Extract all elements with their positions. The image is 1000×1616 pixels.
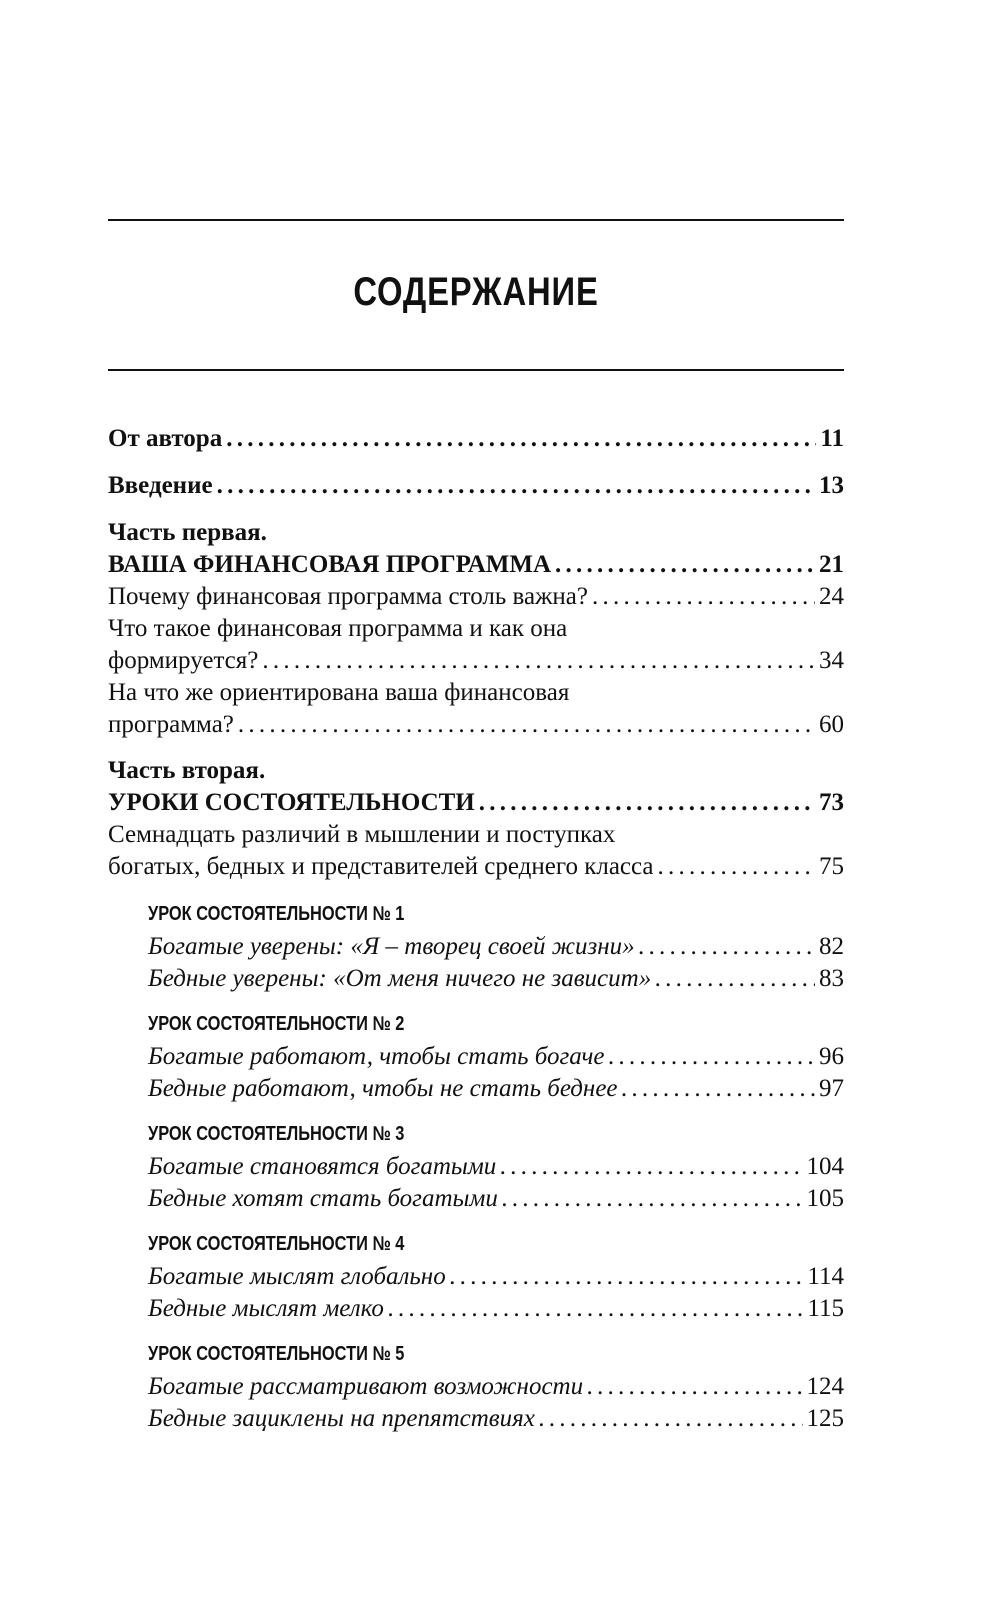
leader-dots: [539, 1404, 803, 1434]
toc-entry-title: Бедные зациклены на препятствиях: [148, 1405, 535, 1432]
toc-page-number: 105: [806, 1185, 844, 1212]
lesson-heading-3: УРОК СОСТОЯТЕЛЬНОСТИ № 3: [148, 1123, 405, 1145]
toc-page-number: 11: [820, 425, 844, 452]
leader-dots: [639, 932, 815, 962]
leader-dots: [587, 1372, 802, 1402]
leader-dots: [388, 1294, 803, 1324]
lesson-heading-5: УРОК СОСТОЯТЕЛЬНОСТИ № 5: [148, 1343, 405, 1365]
toc-page-number: 97: [819, 1075, 844, 1102]
toc-entry-title: ВАША ФИНАНСОВАЯ ПРОГРАММА: [108, 551, 552, 578]
leader-dots: [592, 582, 815, 612]
leader-dots: [262, 646, 815, 676]
leader-dots: [450, 1262, 804, 1292]
toc-entry-title: Бедные хотят стать богатыми: [148, 1185, 498, 1212]
toc-entry-line: Семнадцать различий в мышлении и поступках: [108, 821, 616, 848]
toc-entry-title: Богатые уверены: «Я – творец своей жизни»: [148, 933, 635, 960]
toc-page-number: 125: [806, 1405, 844, 1432]
toc-entry-title: формируется?: [108, 647, 259, 674]
toc-entry-author[interactable]: [108, 424, 844, 454]
leader-dots: [608, 1042, 815, 1072]
toc-page-number: 21: [819, 551, 844, 578]
toc-entry[interactable]: [148, 1404, 844, 1434]
leader-dots: [217, 471, 815, 501]
toc-entry-title: Богатые мыслят глобально: [148, 1263, 446, 1290]
toc-entry-line: На что же ориентирована ваша финансовая: [108, 679, 570, 706]
toc-entry-title: Бедные уверены: «От меня ничего не зависит»: [148, 965, 652, 992]
toc-entry-title: УРОКИ СОСТОЯТЕЛЬНОСТИ: [108, 789, 475, 816]
toc-entry[interactable]: [148, 1372, 844, 1402]
toc-page-number: 34: [819, 647, 844, 674]
toc-entry[interactable]: [148, 1184, 844, 1214]
toc-entry-title: Введение: [108, 472, 213, 499]
toc-entry[interactable]: [148, 1294, 844, 1324]
toc-entry-part2-heading[interactable]: [108, 788, 844, 818]
toc-entry[interactable]: [108, 582, 844, 612]
lesson-heading-4: УРОК СОСТОЯТЕЛЬНОСТИ № 4: [148, 1233, 405, 1255]
leader-dots: [238, 710, 815, 740]
toc-page-number: 75: [819, 853, 844, 880]
toc-entry[interactable]: [108, 646, 844, 676]
leader-dots: [479, 788, 815, 818]
toc-entry[interactable]: [148, 1262, 844, 1292]
leader-dots: [500, 1152, 802, 1182]
toc-entry-title: программа?: [108, 711, 234, 738]
leader-dots: [655, 964, 815, 994]
toc-entry[interactable]: [148, 1074, 844, 1104]
toc-entry-title: богатых, бедных и представителей среднего класса: [108, 853, 654, 880]
part2-label: Часть вторая.: [108, 757, 266, 784]
leader-dots: [502, 1184, 803, 1214]
toc-entry[interactable]: [108, 710, 844, 740]
toc-entry-title: Богатые рассматривают возможности: [148, 1373, 584, 1400]
leader-dots: [622, 1074, 815, 1104]
toc-page-number: 60: [819, 711, 844, 738]
toc-entry-title: Почему финансовая программа столь важна?: [108, 583, 588, 610]
toc-entry-line: Что такое финансовая программа и как она: [108, 615, 568, 642]
toc-page-number: 96: [819, 1043, 844, 1070]
toc-entry-title: Бедные мыслят мелко: [148, 1295, 384, 1322]
toc-entry-title: Богатые работают, чтобы стать богаче: [148, 1043, 605, 1070]
bottom-rule: [108, 369, 844, 371]
toc-entry[interactable]: [148, 1042, 844, 1072]
toc-entry[interactable]: [148, 964, 844, 994]
leader-dots: [226, 424, 816, 454]
toc-entry-title: От автора: [108, 425, 223, 452]
lesson-heading-2: УРОК СОСТОЯТЕЛЬНОСТИ № 2: [148, 1013, 405, 1035]
lesson-heading-1: УРОК СОСТОЯТЕЛЬНОСТИ № 1: [148, 903, 405, 925]
toc-entry-part1-heading[interactable]: [108, 550, 844, 580]
toc-page-number: 24: [819, 583, 844, 610]
leader-dots: [555, 550, 815, 580]
toc-page-number: 104: [806, 1153, 844, 1180]
toc-entry-title: Богатые становятся богатыми: [148, 1153, 497, 1180]
toc-entry[interactable]: [148, 932, 844, 962]
toc-entry[interactable]: [108, 852, 844, 882]
toc-page-number: 82: [819, 933, 844, 960]
toc-entry-title: Бедные работают, чтобы не стать беднее: [148, 1075, 618, 1102]
toc-page-number: 114: [807, 1263, 844, 1290]
page-title: СОДЕРЖАНИЕ: [353, 270, 599, 314]
toc-entry-intro[interactable]: [108, 471, 844, 501]
toc-page-number: 83: [819, 965, 844, 992]
toc-page-number: 73: [819, 789, 844, 816]
toc-page-number: 124: [806, 1373, 844, 1400]
top-rule: [108, 219, 844, 221]
toc-page-number: 115: [807, 1295, 844, 1322]
leader-dots: [658, 852, 815, 882]
part1-label: Часть первая.: [108, 519, 267, 546]
toc-page-number: 13: [819, 472, 844, 499]
toc-entry[interactable]: [148, 1152, 844, 1182]
